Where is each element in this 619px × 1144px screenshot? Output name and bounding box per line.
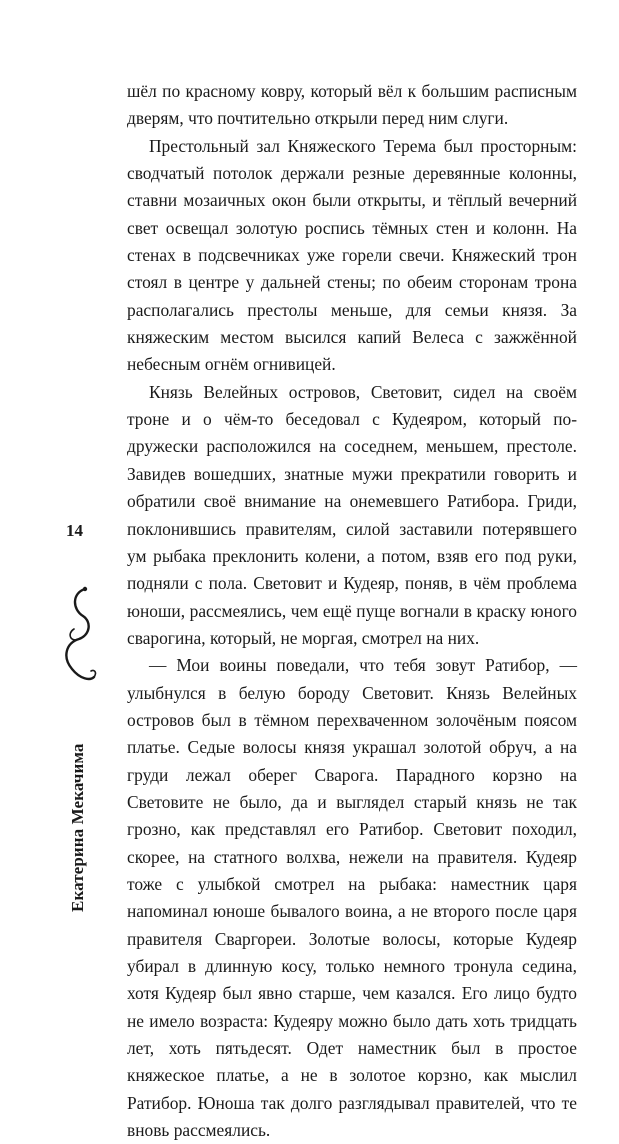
paragraph-2: Престольный зал Княжеского Терема был просторным: сводчатый потолок держали резные деревянные колонны, ставни мозаичных окон были открыты, и тёплый вечерний свет освещал золотую роспись тёмных стен и колонн. На стенах в подсвечниках уже горели свечи. Княжеский трон стоял в центре у дальней стены; по обеим сторонам трона располагались престолы меньше, для семьи князя. За княжеским местом высился капий Велеса с зажжённой небесным огнём огнивицей. [127, 135, 577, 375]
page-number: 14 [66, 521, 83, 540]
author-name-vertical: Екатерина Мекачима [68, 743, 87, 912]
paragraph-3: Князь Велейных островов, Световит, сидел на своём троне и о чём-то беседовал с Кудеяром, который по-дружески расположился на соседнем, меньшем, престоле. Завидев вошедших, знатные мужи прекратили говорить и обратили своё внимание на онемевшего Ратибора. Гриди, поклонившись правителям, силой заставили потерявшего ум рыбака преклонить колени, а потом, взяв его под руки, подняли с пола. Световит и Кудеяр, поняв, в чём проблема юноши, рассмеялись, чем ещё пуще вогнали в краску юного сварогина, который, не моргая, смотрел на них. [127, 381, 577, 648]
flourish-ornament-icon [52, 583, 98, 693]
main-text [127, 78, 577, 1144]
paragraph-1: шёл по красному ковру, который вёл к большим расписным дверям, что почтительно открыли перед ним слуги. [127, 81, 577, 129]
paragraph-4: — Мои воины поведали, что тебя зовут Ратибор, — улыбнулся в белую бороду Световит. Князь Велейных островов был в тёмном перехваченном золочёным поясом платье. Седые волосы князя украшал золотой обруч, а на груди лежал оберег Сварога. Парадного корзно на Световите не было, да и выглядел старый князь не так грозно, как представлял его Ратибор. Световит походил, скорее, на статного волхва, нежели на правителя. Кудеяр тоже с улыбкой смотрел на рыбака: наместник царя напоминал юноше бывалого воина, а не второго после царя правителя Сваргореи. Золотые волосы, которые Кудеяр убирал в длинную косу, только немного тронула седина, хотя Кудеяр был явно старше, чем казался. Его лицо будто не имело возраста: Кудеяру можно было дать хоть тридцать лет, хоть пятьдесят. Одет наместник был в простое княжеское платье, а не в золотое корзно, как мыслил Ратибор. Юноша так долго разглядывал правителей, что те вновь рассмеялись. [127, 655, 577, 1141]
